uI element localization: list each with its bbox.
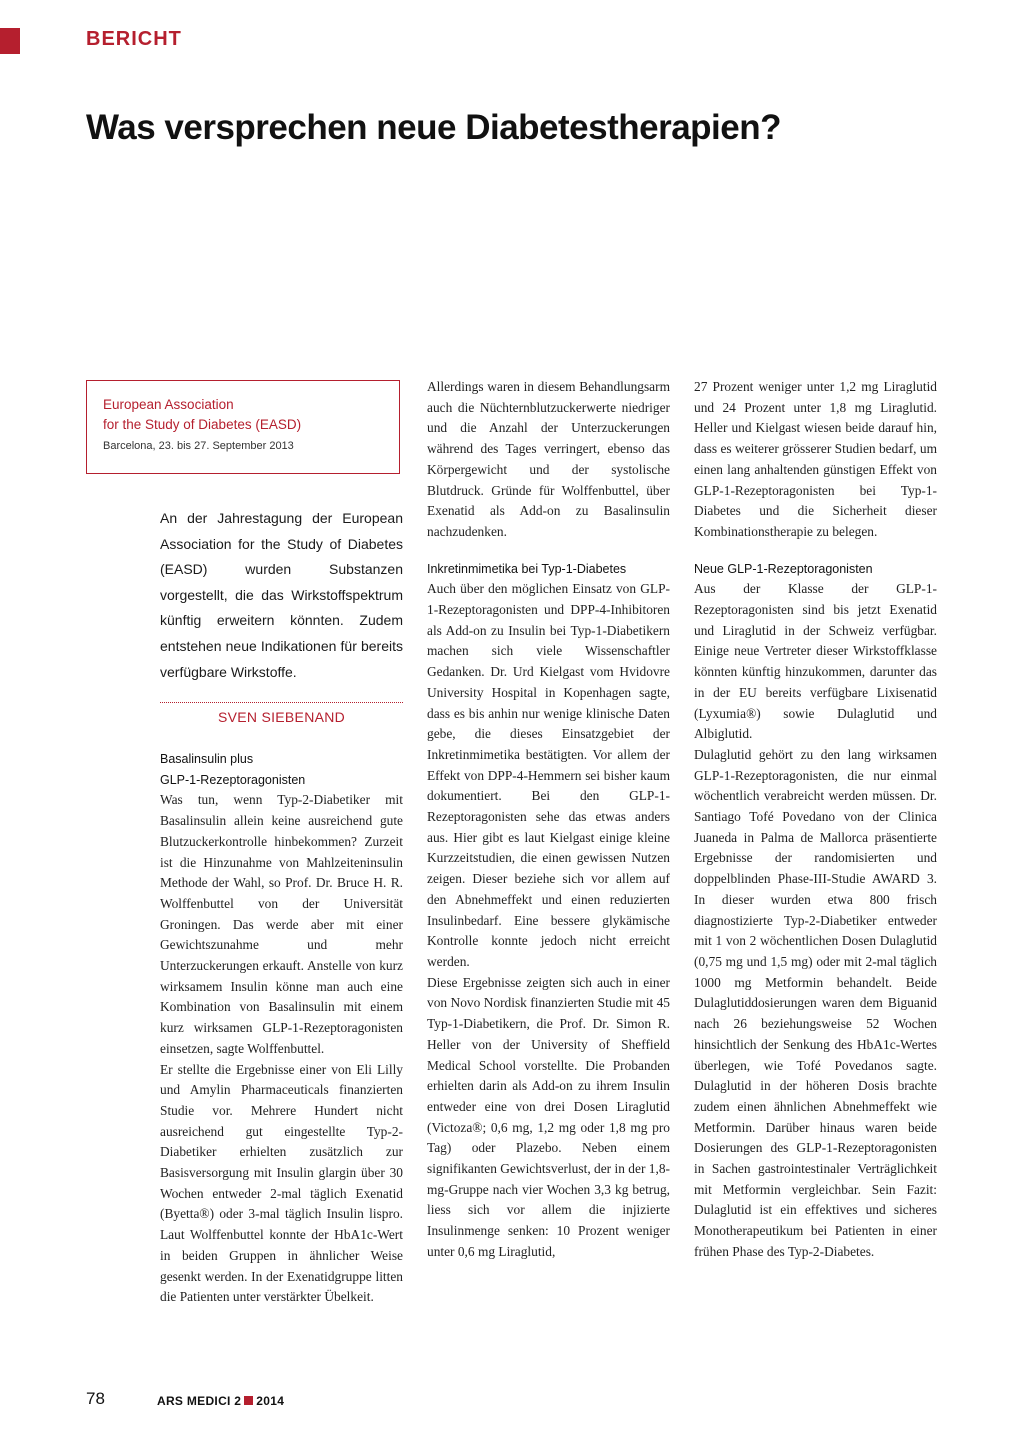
- conference-box: [86, 380, 400, 474]
- magazine-name: ARS MEDICI 2: [157, 1394, 242, 1408]
- section-label: BERICHT: [86, 28, 182, 50]
- text-column-1: [160, 749, 403, 1308]
- article-title: Was versprechen neue Diabetestherapien?: [86, 108, 782, 147]
- body-paragraph: Dulaglutid gehört zu den lang wirksamen GLP-1-Rezeptoragonisten, die nur einmal wöchentlich verabreicht werden müssen. Dr. Santiago Tofé Povedano von der Clinica Juaneda in Palma de Mallorca präsentierte Ergebnisse der randomisierten und doppelblinden Phase-III-Studie AWARD 3. In dieser wurden etwa 800 frisch diagnostizierte Typ-2-Diabetiker entweder mit 1 von 2 wöchentlichen Dosen Dulaglutid (0,75 mg und 1,5 mg) oder mit 2-mal täglich 1000 mg Metformin behandelt. Beide Dulaglutiddosierungen waren dem Biguanid nach 26 beziehungsweise 52 Wochen hinsichtlich der Senkung des HbA1c-Wertes überlegen, wie Tofé Povedanos sagte. Dulaglutid in der höheren Dosis brachte zudem einen ähnlichen Abnehmeffekt wie Metformin. Darüber hinaus waren beide Dosierungen des GLP-1-Rezeptoragonisten in Sachen gastrointestinaler Verträglichkeit mit Metformin vergleichbar. Sein Fazit: Dulaglutid ist ein effektives und sicheres Monotherapeutikum bei Patienten in einer frühen Phase des Typ-2-Diabetes.: [694, 746, 937, 1259]
- body-paragraph: Aus der Klasse der GLP-1-Rezeptoragonisten sind bis jetzt Exenatid und Liraglutid in der Schweiz verfügbar. Einige neue Vertreter dieser Wirkstoffklasse könnten künftig hinzukommen, darunter das in der EU bereits verfügbare Lixisenatid (Lyxumia®) sowie Dulaglutid und Albiglutid.: [694, 581, 937, 742]
- conference-org-line1: European Association: [103, 397, 234, 412]
- author-name: SVEN SIEBENAND: [217, 709, 346, 725]
- body-paragraph: Er stellte die Ergebnisse einer von Eli Lilly und Amylin Pharmaceuticals finanzierten Studie vor. Mehrere Hundert nicht ausreichend gut eingestellte Typ-2-Diabetiker erhielten zusätzlich zur Basisversorgung mit Insulin glargin über 30 Wochen entweder 2-mal täglich Exenatid (Byetta®) oder 3-mal täglich Insulin lispro. Laut Wolffenbuttel konnte der HbA1c-Wert in beiden Gruppen in ähnlicher Weise gesenkt werden. In der Exenatidgruppe litten die Patienten unter verstärkter Übelkeit.: [160, 1061, 403, 1305]
- subheading: Neue GLP-1-Rezeptoragonisten: [694, 561, 873, 576]
- text-column-2: [427, 377, 670, 1263]
- subheading: Basalinsulin plus: [160, 752, 254, 766]
- body-paragraph: Auch über den möglichen Einsatz von GLP-1-Rezeptoragonisten und DPP-4-Inhibitoren als Add-on zu Insulin bei Typ-1-Diabetikern machen sich viele Wissenschaftler Gedanken. Dr. Urd Kielgast vom Hvidovre University Hospital in Kopenhagen sagte, dass es bis anhin nur wenige klinische Daten gebe, die dieses Einsatzgebiet der Inkretinmimetika bestätigten. Vor allem der Effekt von DPP-4-Hemmern sei bisher kaum dokumentiert. Bei den GLP-1-Rezeptoragonisten sehe das etwas anders aus. Hier gibt es laut Kielgast einige kleine Kurzzeitstudien, die einen gewissen Nutzen zeigen. Dieser beziehe sich vor allem auf den Abnehmeffekt und einen reduzierten Insulinbedarf. Eine bessere glykämische Kontrolle konnte jedoch nicht erreicht werden.: [427, 581, 670, 969]
- conference-org-line2: for the Study of Diabetes (EASD): [103, 417, 302, 432]
- body-paragraph: Allerdings waren in diesem Behandlungsarm auch die Nüchternblutzuckerwerte niedriger und die Anzahl der Unterzuckerungen während des Tages verringert, ebenso das Körpergewicht und der systolische Blutdruck. Gründe für Wolffenbuttel, über Exenatid als Add-on zu Basalinsulin nachzudenken.: [427, 379, 670, 539]
- conference-place: Barcelona, 23. bis 27. September 2013: [103, 440, 294, 452]
- subheading: GLP-1-Rezeptoragonisten: [160, 772, 306, 787]
- lead-paragraph: An der Jahrestagung der European Association for the Study of Diabetes (EASD) wurden Substanzen vorgestellt, die das Wirkstoffspektrum künftig erweitern könnten. Zudem entstehen neue Indikationen für bereits verfügbare Wirkstoffe.: [160, 510, 403, 680]
- square-icon: [244, 1396, 253, 1405]
- body-paragraph: Diese Ergebnisse zeigten sich auch in einer von Novo Nordisk finanzierten Studie mit 45 Typ-1-Diabetikern, die Prof. Dr. Simon R. Heller von der University of Sheffield Medical School vorstellte. Die Probanden erhielten darin als Add-on zu ihrem Insulin entweder eine von drei Dosen Liraglutid (Victoza®; 0,6 mg, 1,2 mg oder 1,8 mg pro Tag) oder Plazebo. Neben einem signifikanten Gewichtsverlust, der in der 1,8-mg-Gruppe nach vier Wochen 3,3 kg betrug, liess sich vor allem die injizierte Insulinmenge senken: 10 Prozent weniger unter 0,6 mg Liraglutid,: [427, 974, 670, 1259]
- magazine-year: 2014: [256, 1394, 285, 1408]
- subheading: Inkretinmimetika bei Typ-1-Diabetes: [427, 561, 627, 576]
- body-paragraph: 27 Prozent weniger unter 1,2 mg Liraglutid und 24 Prozent unter 1,8 mg Liraglutid. Heller und Kielgast wiesen beide darauf hin, dass es weiterer grösserer Studien bedarf, um einen lang anhaltenden günstigen Effekt von GLP-1-Rezeptoragonisten bei Typ-1-Diabetes und die Sicherheit dieser Kombinationstherapie zu belegen.: [694, 379, 937, 539]
- dotted-divider: [160, 702, 403, 703]
- section-marker: [0, 28, 20, 54]
- page-number: 78: [86, 1389, 105, 1408]
- magazine-footer: [157, 1394, 284, 1408]
- body-paragraph: Was tun, wenn Typ-2-Diabetiker mit Basalinsulin allein keine ausreichend gute Blutzuckerkontrolle hinbekommen? Zurzeit ist die Hinzunahme von Mahlzeiteninsulin Methode der Wahl, so Prof. Dr. Bruce H. R. Wolffenbuttel von der Universität Groningen. Das werde aber mit einer Gewichtszunahme und mehr Unterzuckerungen erkauft. Anstelle von kurz wirksamem Insulin könne man auch eine Kombination von Basalinsulin mit einem kurz wirksamen GLP-1-Rezeptoragonisten einsetzen, sagte Wolffenbuttel.: [160, 792, 403, 1056]
- text-column-3: [694, 377, 937, 1263]
